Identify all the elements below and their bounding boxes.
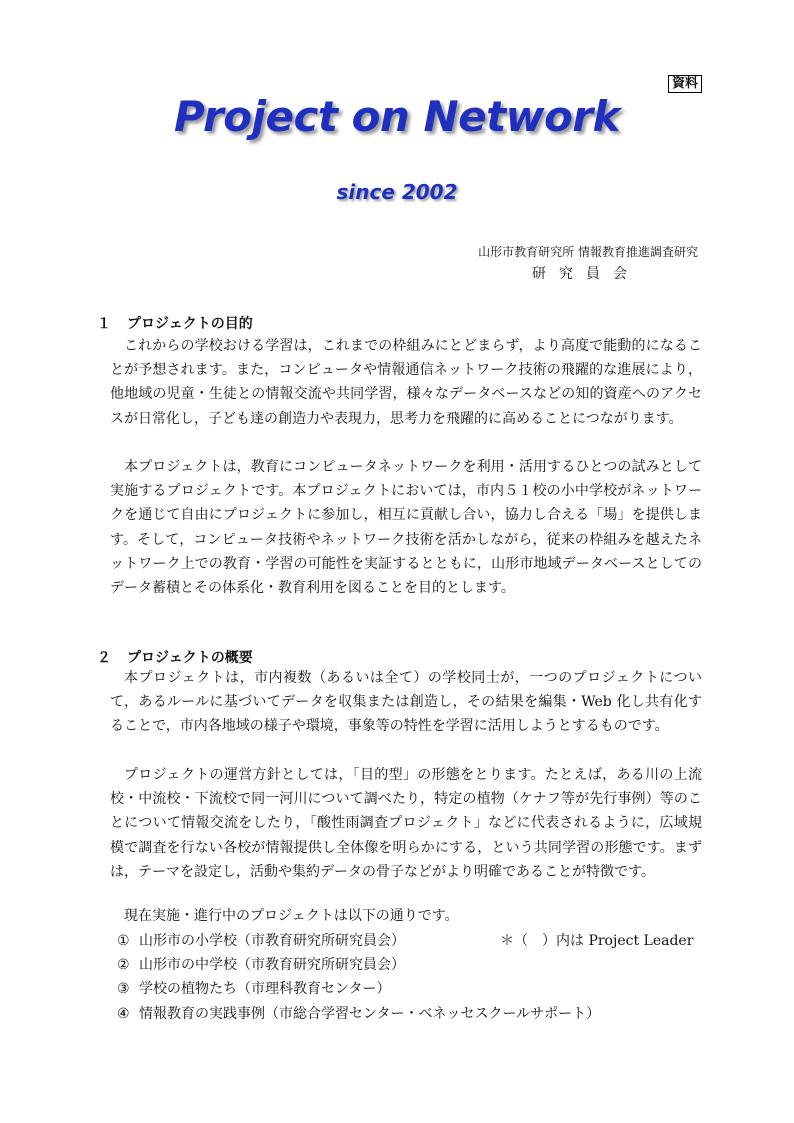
section2-title: プロジェクトの概要 [127, 650, 253, 666]
section2-heading [97, 647, 253, 667]
section2-paragraph-3: 現在実施・進行中のプロジェクトは以下の通りです。 [124, 908, 459, 924]
list-item-text: 情報教育の実践事例（市総合学習センター・ベネッセスクールサポート） [139, 1005, 601, 1022]
main-title: Project on Network [174, 92, 620, 141]
section1-paragraph-2: 本プロジェクトは，教育にコンピュータネットワークを利用・活用するひとつの試みとして実施するプロジェクトです。本プロジェクトにおいては，市内５１校の小中学校がネットワークを通じて自由にプロジェクトに参加し，相互に貢献し合い，協力し合える「場」を提供します。そして，コンピュータ技術やネットワーク技術を活かしながら，従来の枠組みを越えたネットワーク上での教育・学習の可能性を実証するとともに，山形市地域データベースとしてのデータ蓄積とその体系化・教育利用を図ることを目的とします。 [110, 459, 702, 597]
document-tag: 資料 [668, 75, 702, 93]
section1-title: プロジェクトの目的 [127, 316, 253, 332]
list-item [117, 977, 697, 1001]
list-item-marker: ② [117, 957, 130, 974]
section1-paragraph-1: これからの学校おける学習は，これまでの枠組みにとどまらず，より高度で能動的になることが予想されます。また，コンピュータや情報通信ネットワーク技術の飛躍的な進展により，他地域の児童・生徒との情報交流や共同学習，様々なデータベースなどの知的資産へのアクセスが日常化し，子ども達の創造力や表現力，思考力を飛躍的に高めることにつながります。 [110, 338, 702, 427]
section1-number: １ [97, 316, 111, 332]
list-item-text: 学校の植物たち（市理科教育センター） [139, 981, 391, 998]
list-item [117, 1002, 697, 1026]
list-item [117, 953, 697, 977]
list-item-text: 山形市の中学校（市教育研究所研究員会） [139, 957, 405, 974]
section2-number: ２ [97, 650, 111, 666]
section2-paragraph-1: 本プロジェクトは，市内複数（あるいは全て）の学校同士が，一つのプロジェクトについて，あるルールに基づいてデータを収集または創造し，その結果を編集・Web 化し共有化することで，市内各地域の様子や環境，事象等の特性を学習に活用しようとするものです。 [110, 670, 702, 735]
subtitle: since 2002 [336, 180, 458, 204]
list-item-marker: ③ [117, 981, 130, 998]
section1-heading [97, 313, 253, 333]
organization-committee: 研究員会 [532, 266, 640, 282]
list-item-marker: ④ [117, 1005, 130, 1022]
organization-name: 山形市教育研究所 情報教育推進調査研究 [478, 245, 698, 259]
list-item-marker: ① [117, 933, 130, 949]
project-leader-note: ＊（ ）内は Project Leader [500, 933, 694, 949]
list-item-text: 山形市の小学校（市教育研究所研究員会） [139, 933, 405, 949]
section2-paragraph-2: プロジェクトの運営方針としては，「目的型」の形態をとります。たとえば，ある川の上流校・中流校・下流校で同一河川について調べたり，特定の植物（ケナフ等が先行事例）等のことについて情報交流をしたり，「酸性雨調査プロジェクト」などに代表されるように，広域規模で調査を行ない各校が情報提供し全体像を明らかにする，という共同学習の形態です。まずは，テーマを設定し，活動や集約データの骨子などがより明確であることが特徴です。 [110, 767, 702, 880]
